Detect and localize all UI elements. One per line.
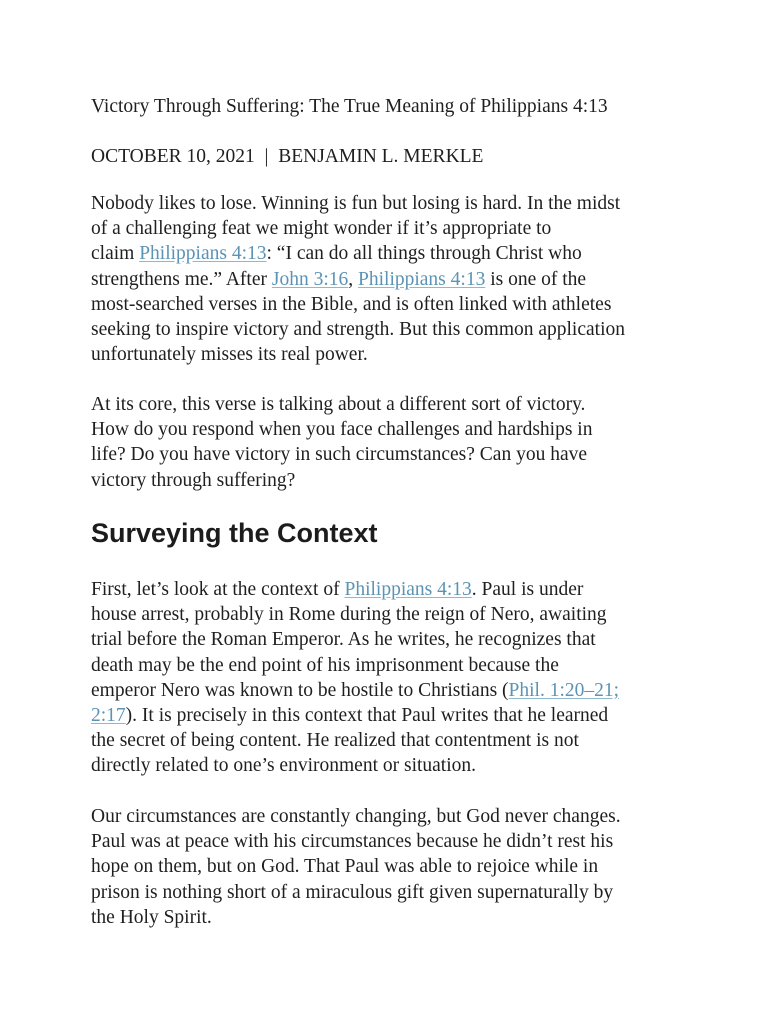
paragraph-line: house arrest, probably in Rome during the reign of Nero, awaiting (91, 604, 607, 626)
paragraph-line: hope on them, but on God. That Paul was able to rejoice while in (91, 856, 599, 878)
scripture-link-philippians-4-13[interactable]: Philippians 4:13 (139, 243, 267, 265)
paragraph-line: life? Do you have victory in such circumstances? Can you have (91, 444, 588, 466)
paragraph-line: most-searched verses in the Bible, and is often linked with athletes (91, 293, 612, 315)
paragraph-intro (91, 191, 691, 367)
paragraph-line: death may be the end point of his imprisonment because the (91, 654, 559, 676)
paragraph-line: How do you respond when you face challenges and hardships in (91, 419, 593, 441)
text-segment: , (348, 268, 359, 290)
paragraph-circumstances (91, 804, 691, 930)
paragraph-core (91, 392, 691, 493)
paragraph-line: directly related to one’s environment or situation. (91, 755, 477, 777)
scripture-link-phil-2-17[interactable]: 2:17 (91, 705, 126, 727)
paragraph-line: trial before the Roman Emperor. As he writes, he recognizes that (91, 629, 596, 651)
text-segment: is one of the (485, 268, 587, 290)
paragraph-line (91, 577, 691, 602)
text-segment: : “I can do all things through Christ who (266, 243, 582, 265)
paragraph-line: unfortunately misses its real power. (91, 344, 368, 366)
text-segment: emperor Nero was known to be hostile to Christians ( (91, 679, 509, 701)
article-title: Victory Through Suffering: The True Meaning of Philippians 4:13 (91, 96, 608, 117)
scripture-link-philippians-4-13[interactable]: Philippians 4:13 (344, 579, 472, 600)
paragraph-line: the Holy Spirit. (91, 906, 212, 928)
paragraph-line (91, 678, 691, 703)
paragraph-line (91, 241, 691, 266)
paragraph-line (91, 703, 691, 728)
paragraph-line: Paul was at peace with his circumstances because he didn’t rest his (91, 831, 614, 853)
article-author: BENJAMIN L. MERKLE (278, 146, 484, 167)
text-segment: claim (91, 243, 140, 265)
byline-separator: | (264, 146, 269, 167)
article-byline (91, 145, 483, 169)
article-date: OCTOBER 10, 2021 (91, 146, 255, 167)
text-segment: First, let’s look at the context of (91, 579, 345, 600)
scripture-link-phil-1-20-21[interactable]: Phil. 1:20–21; (508, 679, 620, 701)
text-segment: . Paul is under (471, 579, 584, 600)
paragraph-line: At its core, this verse is talking about a different sort of victory. (91, 394, 586, 415)
text-segment: ). It is precisely in this context that Paul writes that he learned (125, 705, 609, 727)
section-heading: Surveying the Context (91, 518, 378, 548)
paragraph-line: Our circumstances are constantly changing, but God never changes. (91, 806, 621, 827)
paragraph-line: seeking to inspire victory and strength. But this common application (91, 319, 625, 341)
paragraph-line: prison is nothing short of a miraculous gift given supernaturally by (91, 881, 614, 903)
paragraph-line: the secret of being content. He realized that contentment is not (91, 730, 579, 752)
scripture-link-john-3-16[interactable]: John 3:16 (271, 268, 349, 290)
paragraph-line (91, 267, 691, 292)
scripture-link-philippians-4-13[interactable]: Philippians 4:13 (358, 268, 486, 290)
paragraph-line: victory through suffering? (91, 469, 296, 491)
text-segment: strengthens me.” After (91, 268, 272, 290)
paragraph-line: Nobody likes to lose. Winning is fun but losing is hard. In the midst (91, 193, 621, 214)
paragraph-line: of a challenging feat we might wonder if it’s appropriate to (91, 218, 552, 240)
paragraph-context (91, 577, 691, 779)
